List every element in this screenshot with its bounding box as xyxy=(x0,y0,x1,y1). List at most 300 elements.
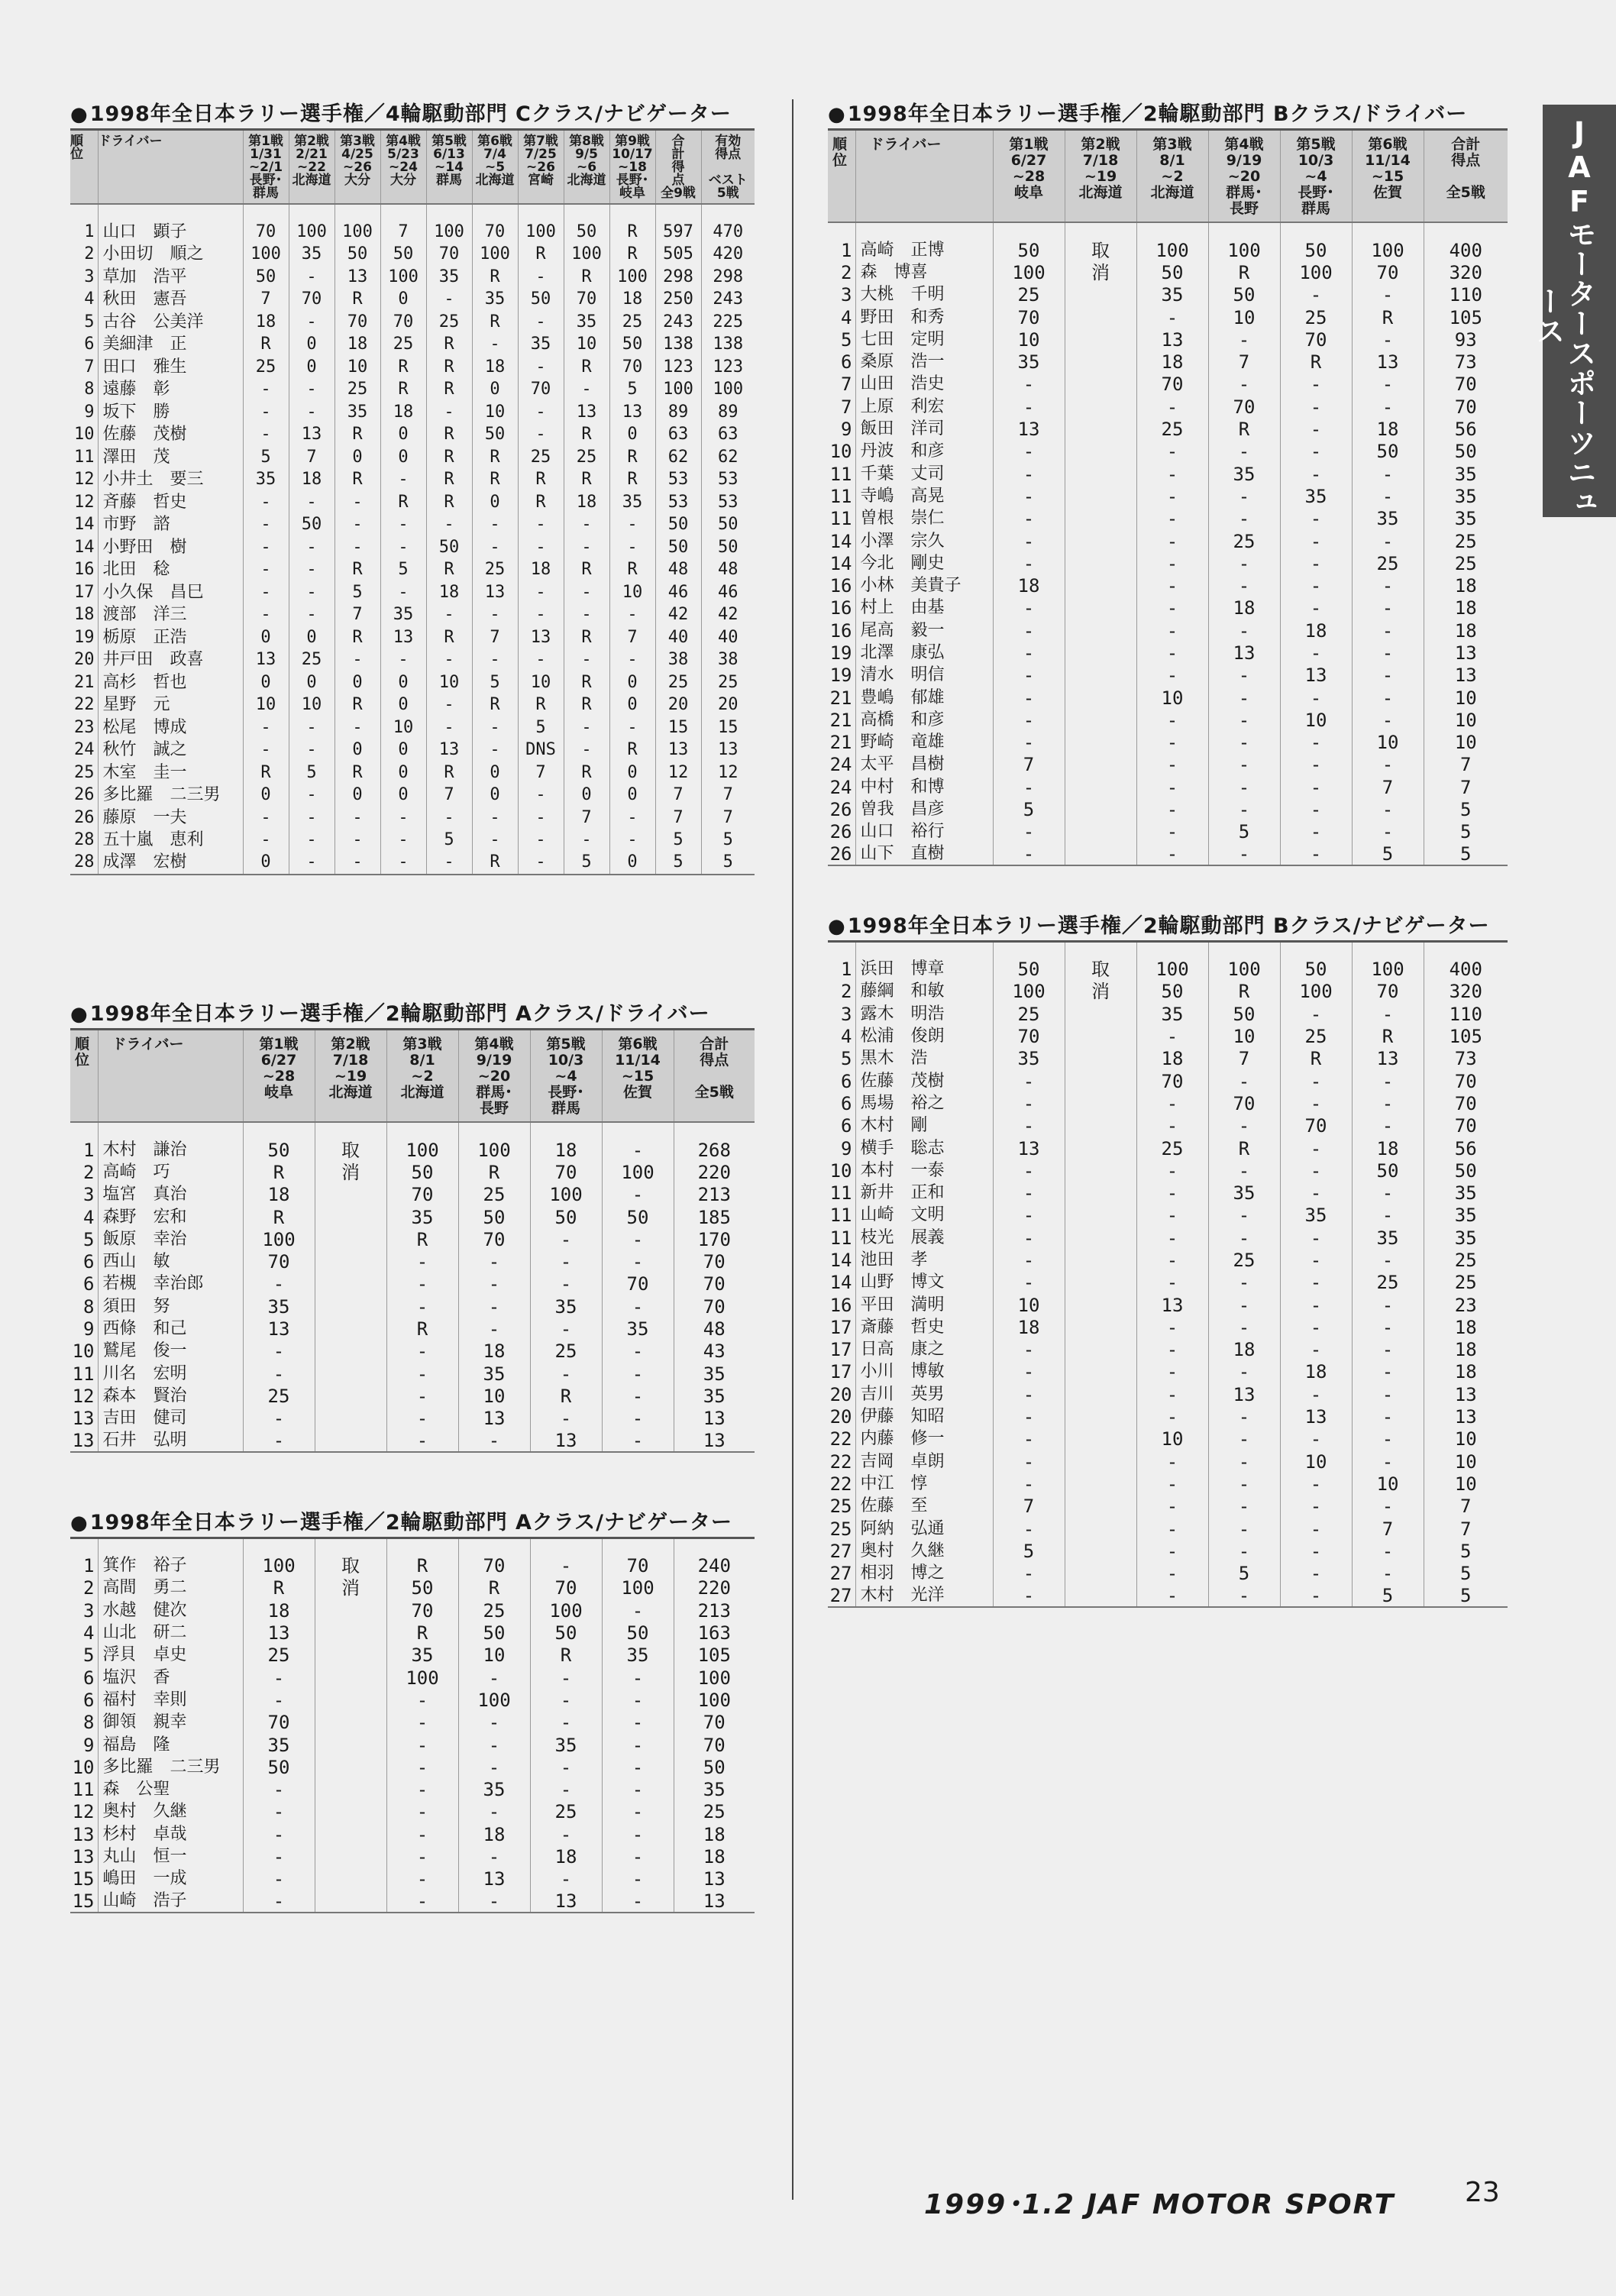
table-row xyxy=(828,1585,1508,1607)
points-cell xyxy=(1065,508,1136,530)
name-cell: 斎藤 哲史 xyxy=(855,1316,993,1338)
points-cell: - xyxy=(1280,1540,1352,1562)
points-cell: 25 xyxy=(530,1801,602,1823)
points-cell: 18 xyxy=(518,559,564,582)
name-cell: 市野 諮 xyxy=(98,514,243,537)
points-cell: - xyxy=(530,1778,602,1800)
points-cell: 110 xyxy=(1449,284,1482,306)
points-cell xyxy=(315,1622,386,1644)
points-cell: 5 xyxy=(380,559,426,582)
points-cell: - xyxy=(530,1667,602,1689)
points-cell: - xyxy=(472,536,518,559)
table-row xyxy=(70,514,755,537)
points-cell: - xyxy=(1352,1496,1424,1518)
points-cell: - xyxy=(993,463,1065,485)
rank-cell: 6 xyxy=(828,1115,855,1137)
points-cell: 7 xyxy=(564,807,609,829)
name-cell: 黒木 浩 xyxy=(855,1048,993,1070)
points-cell: R xyxy=(530,1385,602,1407)
points-cell: - xyxy=(243,1890,315,1913)
name-cell: 小田切 順之 xyxy=(98,244,243,267)
points-cell: 18 xyxy=(458,1340,530,1363)
points-cell: - xyxy=(1352,821,1424,843)
points-cell: - xyxy=(1280,687,1352,709)
points-cell: - xyxy=(1352,1092,1424,1114)
section-a-class-driver xyxy=(70,1001,755,1453)
rank-cell: 4 xyxy=(70,289,98,312)
points-cell: R xyxy=(472,469,518,492)
name-cell: 西山 敏 xyxy=(98,1250,243,1273)
points-cell: - xyxy=(993,1473,1065,1495)
column-header: 順 位 xyxy=(70,130,98,205)
points-cell: - xyxy=(993,1205,1065,1227)
rank-cell: 19 xyxy=(70,626,98,649)
table-row xyxy=(70,671,755,694)
points-cell: 70 xyxy=(602,1273,674,1295)
points-cell: 35 xyxy=(243,469,289,492)
points-cell: 100 xyxy=(386,1139,458,1161)
points-cell: R xyxy=(458,1161,530,1183)
points-cell: 220 xyxy=(697,1577,731,1599)
points-cell: - xyxy=(993,1092,1065,1114)
points-cell: 0 xyxy=(472,379,518,402)
points-cell: 35 xyxy=(602,1318,674,1340)
points-cell: - xyxy=(335,807,380,829)
column-header: 第3戦 8/1 ~2 北海道 xyxy=(1136,130,1208,223)
points-cell: - xyxy=(458,1756,530,1778)
name-cell: 坂下 勝 xyxy=(98,401,243,424)
points-cell xyxy=(1065,1182,1136,1204)
points-cell: - xyxy=(1136,1159,1208,1182)
section-title: 1998年全日本ラリー選手権／2輪駆動部門 Aクラス/ナビゲーター xyxy=(89,1511,732,1534)
points-cell: 13 xyxy=(426,739,472,762)
points-cell: 100 xyxy=(655,379,701,402)
points-cell xyxy=(315,1644,386,1667)
points-cell: 10 xyxy=(335,356,380,379)
name-cell: 草加 浩平 xyxy=(98,266,243,289)
points-cell: 50 xyxy=(1208,284,1280,306)
points-cell: - xyxy=(335,514,380,537)
points-cell xyxy=(315,1599,386,1622)
table-row xyxy=(70,1890,755,1913)
points-cell: - xyxy=(530,1756,602,1778)
points-cell: 10 xyxy=(1208,306,1280,328)
points-cell: - xyxy=(1352,463,1424,485)
points-cell: 25 xyxy=(289,649,335,672)
points-cell: 35 xyxy=(530,1734,602,1756)
table-row xyxy=(70,1801,755,1823)
column-header: 第1戦 6/27 ~28 岐阜 xyxy=(993,130,1065,223)
points-cell xyxy=(1065,1159,1136,1182)
points-cell: - xyxy=(1136,1383,1208,1405)
rank-cell: 13 xyxy=(70,1408,98,1430)
points-cell: 123 xyxy=(713,357,744,377)
points-cell: - xyxy=(426,807,472,829)
points-cell: - xyxy=(1352,687,1424,709)
points-cell: - xyxy=(1208,374,1280,396)
points-cell: 400 xyxy=(1449,239,1482,261)
points-cell: 50 xyxy=(1208,1003,1280,1025)
points-cell: 70 xyxy=(386,1184,458,1206)
points-cell: 5 xyxy=(472,671,518,694)
points-cell xyxy=(1065,1450,1136,1473)
name-cell: 福村 幸則 xyxy=(98,1689,243,1711)
table-row xyxy=(828,619,1508,642)
points-cell: - xyxy=(993,821,1065,843)
points-cell: 50 xyxy=(380,244,426,267)
table-row xyxy=(70,626,755,649)
points-cell: 298 xyxy=(713,267,744,286)
points-cell: - xyxy=(243,1845,315,1868)
points-cell: - xyxy=(993,709,1065,731)
points-cell: - xyxy=(426,852,472,875)
table-row xyxy=(828,328,1508,351)
points-cell: 0 xyxy=(472,762,518,784)
column-divider xyxy=(792,99,793,2200)
name-cell: 相羽 博之 xyxy=(855,1563,993,1585)
points-cell: - xyxy=(1280,574,1352,597)
rank-cell: 27 xyxy=(828,1540,855,1562)
points-cell xyxy=(1065,754,1136,776)
points-cell: 25 xyxy=(1208,1249,1280,1271)
points-cell: - xyxy=(1280,441,1352,463)
table-row xyxy=(828,351,1508,373)
points-cell: 100 xyxy=(1352,239,1424,261)
points-cell: - xyxy=(335,716,380,739)
table-row xyxy=(70,289,755,312)
points-cell: 100 xyxy=(243,1228,315,1250)
points-cell: 10 xyxy=(1136,687,1208,709)
points-cell: 50 xyxy=(530,1622,602,1644)
points-cell: 18 xyxy=(1208,1339,1280,1361)
points-cell: 50 xyxy=(602,1622,674,1644)
column-header: 第3戦 4/25 ~26 大分 xyxy=(335,130,380,205)
points-cell: - xyxy=(1280,1159,1352,1182)
points-cell: - xyxy=(1136,306,1208,328)
points-cell: 10 xyxy=(1280,1450,1352,1473)
rank-cell: 25 xyxy=(70,762,98,784)
table-row xyxy=(828,284,1508,306)
name-cell: 小井土 要三 xyxy=(98,469,243,492)
points-cell: - xyxy=(289,807,335,829)
points-cell: - xyxy=(1136,396,1208,418)
points-cell: 5 xyxy=(993,1540,1065,1562)
points-cell: - xyxy=(386,1801,458,1823)
name-cell: 渡部 洋三 xyxy=(98,604,243,627)
points-cell: - xyxy=(1280,1249,1352,1271)
points-cell: 0 xyxy=(243,852,289,875)
points-cell: 70 xyxy=(335,311,380,334)
name-cell: 寺嶋 高晃 xyxy=(855,485,993,507)
table-row xyxy=(70,739,755,762)
points-cell: R xyxy=(564,424,609,447)
points-cell: - xyxy=(1208,328,1280,351)
points-cell: R xyxy=(335,424,380,447)
points-cell: 100 xyxy=(602,1577,674,1599)
points-cell: - xyxy=(530,1555,602,1577)
points-cell: - xyxy=(1208,1205,1280,1227)
column-header: 第6戦 11/14 ~15 佐賀 xyxy=(602,1030,674,1123)
points-cell: - xyxy=(289,266,335,289)
points-cell: 35 xyxy=(1454,508,1477,530)
name-cell: 澤田 茂 xyxy=(98,446,243,469)
points-cell: 470 xyxy=(713,222,744,241)
rank-cell: 6 xyxy=(70,1273,98,1295)
points-cell: 18 xyxy=(1280,619,1352,642)
points-cell: - xyxy=(243,1667,315,1689)
points-cell: - xyxy=(993,1182,1065,1204)
points-cell: - xyxy=(243,829,289,852)
points-cell: 35 xyxy=(1136,1003,1208,1025)
rank-cell: 8 xyxy=(70,1295,98,1318)
points-cell: - xyxy=(993,1272,1065,1294)
rank-cell: 14 xyxy=(70,514,98,537)
points-cell: - xyxy=(243,1778,315,1800)
points-cell: 25 xyxy=(1136,418,1208,440)
points-cell: - xyxy=(289,604,335,627)
points-cell: R xyxy=(609,559,655,582)
points-cell: - xyxy=(289,401,335,424)
points-cell: R xyxy=(1352,1025,1424,1047)
points-cell: - xyxy=(1352,1070,1424,1092)
points-cell: - xyxy=(1280,798,1352,820)
column-header: 第9戦 10/17 ~18 長野･ 岐阜 xyxy=(609,130,655,205)
points-cell: - xyxy=(1352,374,1424,396)
points-cell: 取 xyxy=(315,1555,386,1577)
points-cell: R xyxy=(426,626,472,649)
column-header: 第6戦 11/14 ~15 佐賀 xyxy=(1352,130,1424,223)
points-cell: - xyxy=(1352,1182,1424,1204)
points-cell: R xyxy=(1280,1048,1352,1070)
points-cell: - xyxy=(1136,508,1208,530)
points-cell: - xyxy=(993,619,1065,642)
points-cell: 35 xyxy=(609,491,655,514)
name-cell: 木村 光洋 xyxy=(855,1585,993,1607)
points-cell: - xyxy=(1352,619,1424,642)
points-cell: 70 xyxy=(703,1295,726,1318)
name-cell: 西條 和己 xyxy=(98,1318,243,1340)
points-cell: - xyxy=(1136,1115,1208,1137)
points-cell: - xyxy=(1280,1428,1352,1450)
points-cell xyxy=(315,1756,386,1778)
points-cell: - xyxy=(993,732,1065,754)
table-row xyxy=(828,1361,1508,1383)
points-cell: - xyxy=(602,1408,674,1430)
points-cell: 5 xyxy=(993,798,1065,820)
points-cell: 18 xyxy=(1208,597,1280,619)
rank-cell: 1 xyxy=(70,1139,98,1161)
points-cell: - xyxy=(289,311,335,334)
table-row xyxy=(828,1137,1508,1159)
column-header: 第3戦 8/1 ~2 北海道 xyxy=(386,1030,458,1123)
points-cell: 5 xyxy=(1460,1584,1472,1606)
points-cell: 7 xyxy=(518,762,564,784)
points-cell: - xyxy=(335,649,380,672)
points-cell: - xyxy=(458,1734,530,1756)
points-cell: - xyxy=(1208,441,1280,463)
points-cell: - xyxy=(518,401,564,424)
table-row xyxy=(828,1048,1508,1070)
points-cell: 100 xyxy=(386,1667,458,1689)
points-cell: 70 xyxy=(530,1577,602,1599)
points-cell: - xyxy=(1136,1496,1208,1518)
points-cell: 5 xyxy=(655,829,701,852)
points-cell: 35 xyxy=(243,1734,315,1756)
points-cell: - xyxy=(1208,798,1280,820)
table-row xyxy=(828,1092,1508,1114)
name-cell: 松尾 博成 xyxy=(98,716,243,739)
points-cell: - xyxy=(1352,1361,1424,1383)
points-cell: 70 xyxy=(458,1228,530,1250)
points-cell: - xyxy=(1352,1450,1424,1473)
points-cell: 0 xyxy=(609,671,655,694)
rank-cell: 26 xyxy=(70,807,98,829)
points-cell: 0 xyxy=(380,446,426,469)
name-cell: 成澤 宏樹 xyxy=(98,852,243,875)
points-cell: 53 xyxy=(655,469,701,492)
points-cell: - xyxy=(289,536,335,559)
points-cell: 100 xyxy=(697,1667,731,1689)
rank-cell: 9 xyxy=(70,401,98,424)
table-row xyxy=(70,424,755,447)
points-cell: - xyxy=(386,1823,458,1845)
points-cell: - xyxy=(1352,1563,1424,1585)
points-cell: 7 xyxy=(380,221,426,244)
points-cell: 13 xyxy=(993,418,1065,440)
points-cell: 35 xyxy=(1208,463,1280,485)
points-cell xyxy=(1065,1249,1136,1271)
points-cell: - xyxy=(609,807,655,829)
name-cell: 古谷 公美洋 xyxy=(98,311,243,334)
name-cell: 小林 美貴子 xyxy=(855,574,993,597)
points-cell: 7 xyxy=(426,784,472,807)
points-cell: 10 xyxy=(458,1644,530,1667)
points-cell: 7 xyxy=(1352,776,1424,798)
column-header: 第7戦 7/25 ~26 宮崎 xyxy=(518,130,564,205)
points-cell: 18 xyxy=(1454,1316,1477,1338)
points-cell: - xyxy=(993,642,1065,664)
points-cell: R xyxy=(386,1318,458,1340)
table-row xyxy=(70,1363,755,1385)
points-cell: 35 xyxy=(1280,1205,1352,1227)
points-cell: - xyxy=(243,1430,315,1452)
table-row xyxy=(70,1845,755,1868)
points-cell: - xyxy=(609,649,655,672)
points-cell: 50 xyxy=(530,1206,602,1228)
points-cell: 50 xyxy=(243,266,289,289)
points-cell: - xyxy=(1280,374,1352,396)
points-cell: 70 xyxy=(703,1251,726,1273)
points-cell: R xyxy=(426,491,472,514)
points-cell xyxy=(315,1868,386,1890)
points-cell: 100 xyxy=(1280,261,1352,283)
table-row xyxy=(828,1316,1508,1338)
points-cell: 70 xyxy=(1280,1115,1352,1137)
table-row xyxy=(828,981,1508,1003)
points-cell: 10 xyxy=(458,1385,530,1407)
table-row xyxy=(70,1273,755,1295)
rank-cell: 7 xyxy=(828,396,855,418)
points-cell: 7 xyxy=(1460,1518,1472,1540)
points-cell: 100 xyxy=(518,221,564,244)
points-cell: 70 xyxy=(289,289,335,312)
points-cell: - xyxy=(564,536,609,559)
points-cell: - xyxy=(609,716,655,739)
points-cell: 100 xyxy=(472,244,518,267)
points-cell: - xyxy=(1136,1227,1208,1249)
rank-cell: 1 xyxy=(70,1555,98,1577)
rank-cell: 19 xyxy=(828,642,855,664)
rank-cell: 5 xyxy=(70,1644,98,1667)
points-cell: 18 xyxy=(1454,575,1477,597)
points-cell: - xyxy=(1352,709,1424,731)
name-cell: 森 博喜 xyxy=(855,261,993,283)
points-cell: 25 xyxy=(243,1644,315,1667)
points-cell: 35 xyxy=(1280,485,1352,507)
table-row xyxy=(70,1577,755,1599)
points-cell: - xyxy=(1136,1405,1208,1428)
rank-cell: 12 xyxy=(70,491,98,514)
name-cell: 星野 元 xyxy=(98,694,243,717)
points-cell: - xyxy=(1208,1450,1280,1473)
rank-cell: 9 xyxy=(70,1318,98,1340)
table-row xyxy=(828,1115,1508,1137)
points-cell: 13 xyxy=(1454,665,1477,687)
points-cell: 13 xyxy=(1136,1294,1208,1316)
rank-cell: 5 xyxy=(828,1048,855,1070)
points-cell xyxy=(1065,441,1136,463)
points-cell: R xyxy=(564,762,609,784)
points-cell: - xyxy=(1280,463,1352,485)
points-cell: 10 xyxy=(1352,1473,1424,1495)
points-cell: - xyxy=(1208,843,1280,865)
rank-cell: 24 xyxy=(70,739,98,762)
points-cell: - xyxy=(1280,1182,1352,1204)
name-cell: 伊藤 知昭 xyxy=(855,1405,993,1428)
rank-cell: 9 xyxy=(70,1734,98,1756)
points-cell: 13 xyxy=(243,649,289,672)
rank-cell: 20 xyxy=(70,649,98,672)
points-cell: 10 xyxy=(472,401,518,424)
points-cell: 93 xyxy=(1454,328,1477,351)
points-cell: - xyxy=(289,829,335,852)
points-cell xyxy=(1065,709,1136,731)
points-cell: 10 xyxy=(993,328,1065,351)
points-cell: - xyxy=(993,776,1065,798)
rank-cell: 2 xyxy=(70,244,98,267)
name-cell: 塩沢 香 xyxy=(98,1667,243,1689)
points-cell: 25 xyxy=(1454,1250,1477,1271)
points-cell: - xyxy=(609,536,655,559)
points-cell xyxy=(1065,1339,1136,1361)
points-cell: 70 xyxy=(1454,1092,1477,1114)
points-cell: - xyxy=(1280,1003,1352,1025)
points-cell: 50 xyxy=(1280,239,1352,261)
points-cell: 10 xyxy=(289,694,335,717)
rank-cell: 11 xyxy=(70,1363,98,1385)
points-cell: - xyxy=(1208,1540,1280,1562)
points-cell: 70 xyxy=(1280,328,1352,351)
points-cell: - xyxy=(380,469,426,492)
points-cell xyxy=(1065,1137,1136,1159)
table-row xyxy=(70,807,755,829)
column-header: 第1戦 6/27 ~28 岐阜 xyxy=(243,1030,315,1123)
rank-cell: 2 xyxy=(70,1577,98,1599)
table-row xyxy=(828,1003,1508,1025)
points-cell: 50 xyxy=(1352,441,1424,463)
points-cell: 40 xyxy=(718,627,739,647)
rank-cell: 18 xyxy=(70,604,98,627)
